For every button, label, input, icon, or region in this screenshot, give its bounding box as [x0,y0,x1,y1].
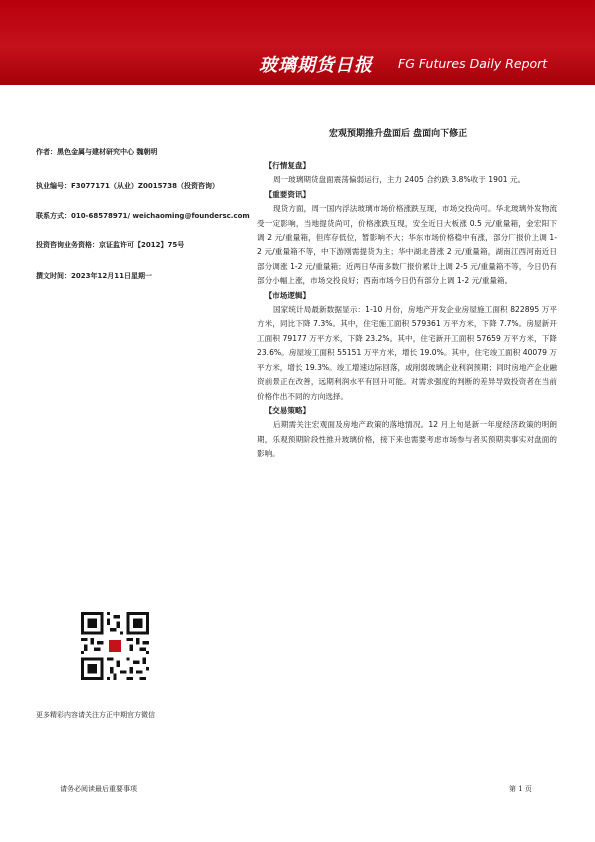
page-number: 第 1 页 [509,785,532,793]
article-title: 宏观预期推升盘面后 盘面向下修正 [329,129,468,139]
report-body [257,159,557,462]
qr-code-icon [81,612,149,680]
footer-disclaimer: 请务必阅读最后重要事项 [60,785,137,793]
author-line: 作者：黑色金属与建材研究中心 魏朝明 [36,148,158,156]
wechat-qr-code [81,612,149,680]
date-line: 撰文时间：2023年12月11日星期一 [36,272,152,280]
qr-caption: 更多精彩内容请关注方正中期官方微信 [36,711,155,719]
section-paragraph: 周一玻璃期货盘面震荡偏弱运行，主力 2405 合约跌 3.8%收于 1901 元。 [272,175,526,185]
section-paragraph: 国家统计局最新数据显示：1-10 月份，房地产开发企业房屋施工面积 822895 万平方米，同比下降 7.3%。其中，住宅施工面积 579361 万平方米，下降 7.7%。房屋新开工面积 79177 万平方米，下降 23.2%。其中，住宅新开工面积 57659 万平方米，下降 23.6%。房屋竣工面积 55151 万平方米，增长 19.0%。其中，住宅竣工面积 40079 万平方米，增长 19.3%。竣工增速边际回落，或削弱玻璃企业利润预期；同时房地产企业融资前景正在改善，远期利润水平有回升可能。对需求强度的判断的差异导致投资者在当前价格作出不同的方向选择。 [257,305,557,401]
report-title-en: FG Futures Daily Report [398,56,548,71]
qualification-line: 投资咨询业务资格：京证监许可【2012】75号 [36,241,185,249]
section-heading: 【交易策略】 [264,405,311,415]
report-title-cn: 玻璃期货日报 [259,55,373,76]
section-heading: 【行情复盘】 [264,161,311,170]
section-paragraph: 现货方面，周一国内浮法玻璃市场价格涨跌互现，市场交投尚可。华北玻璃外发物流受一定影响，当地提货尚可，价格涨跌互现，安全近日大板涨 0.5 元/重量箱，金宏阳下调 2 元/重量箱，但库存低位，暂影响不大；华东市场价格稳中有涨，部分厂报价上调 1-2 元/重量箱不等，中下游刚需提货为主；华中湖北普涨 2 元/重量箱，湖南江西河南近日部分调涨 1-2 元/重量箱；近两日华南多数厂报价累计上调 2-5 元/重量箱不等，今日仍有部分小幅上涨，市场交投良好；西南市场今日仍有部分上调 1-2 元/重量箱。 [257,204,557,286]
section-heading: 【市场逻辑】 [264,290,311,300]
header-banner [0,0,595,85]
license-line: 执业编号：F3077171（从业）Z0015738（投资咨询） [36,182,220,190]
section-heading: 【重要资讯】 [264,189,311,199]
section-paragraph: 后期需关注宏观面及房地产政策的落地情况。12 月上旬是新一年度经济政策的明朗期，乐观预期阶段性推升玻璃价格，接下来也需要考虑市场参与者买预期卖事实对盘面的影响。 [257,420,557,459]
contact-line: 联系方式：010-68578971/ weichaoming@foundersc.com [36,212,250,220]
